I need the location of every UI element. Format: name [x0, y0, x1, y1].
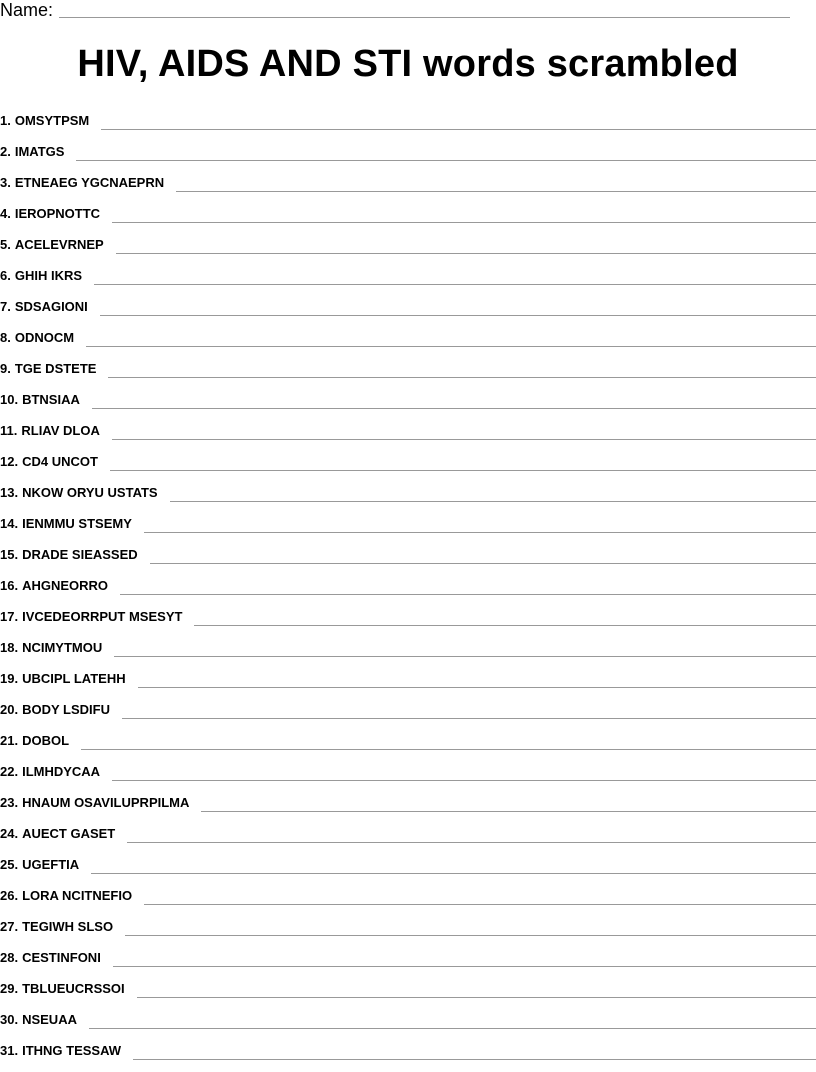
scrambled-word: UBCIPL LATEHH	[22, 671, 126, 686]
item-number: 22.	[0, 764, 19, 779]
answer-line[interactable]	[91, 873, 816, 874]
scrambled-word: NCIMYTMOU	[22, 640, 103, 655]
list-item	[0, 948, 816, 979]
scrambled-word: NKOW ORYU USTATS	[22, 485, 158, 500]
item-number: 29.	[0, 981, 19, 996]
item-number: 12.	[0, 454, 19, 469]
list-item	[0, 390, 816, 421]
scrambled-word: IMATGS	[14, 144, 65, 159]
item-number: 23.	[0, 795, 19, 810]
answer-line[interactable]	[94, 284, 816, 285]
scrambled-word: ETNEAEG YGCNAEPRN	[14, 175, 165, 190]
item-number: 18.	[0, 640, 19, 655]
item-number: 28.	[0, 950, 19, 965]
scrambled-word: RLIAV DLOA	[21, 423, 100, 438]
answer-line[interactable]	[110, 470, 816, 471]
answer-line[interactable]	[92, 408, 816, 409]
scrambled-word: BODY LSDIFU	[22, 702, 110, 717]
list-item	[0, 173, 816, 204]
list-item	[0, 514, 816, 545]
list-item	[0, 359, 816, 390]
list-item	[0, 421, 816, 452]
item-number: 1.	[0, 113, 11, 128]
item-number: 17.	[0, 609, 19, 624]
list-item	[0, 576, 816, 607]
list-item	[0, 886, 816, 917]
scrambled-word: ITHNG TESSAW	[22, 1043, 122, 1058]
scrambled-word: CESTINFONI	[22, 950, 101, 965]
item-number: 19.	[0, 671, 19, 686]
list-item	[0, 638, 816, 669]
list-item	[0, 793, 816, 824]
item-number: 7.	[0, 299, 11, 314]
list-item	[0, 204, 816, 235]
answer-line[interactable]	[100, 315, 816, 316]
answer-line[interactable]	[201, 811, 816, 812]
list-item	[0, 328, 816, 359]
scrambled-word: IVCEDEORRPUT MSESYT	[22, 609, 183, 624]
scrambled-word: OMSYTPSM	[14, 113, 90, 128]
scrambled-word: AHGNEORRO	[22, 578, 109, 593]
name-row	[0, 0, 790, 22]
list-item	[0, 669, 816, 700]
list-item	[0, 607, 816, 638]
item-number: 21.	[0, 733, 19, 748]
list-item	[0, 979, 816, 1010]
answer-line[interactable]	[114, 656, 816, 657]
item-number: 2.	[0, 144, 11, 159]
scrambled-word: IEROPNOTTC	[14, 206, 101, 221]
item-number: 11.	[0, 423, 18, 438]
answer-line[interactable]	[76, 160, 816, 161]
item-number: 24.	[0, 826, 19, 841]
scrambled-word: TEGIWH SLSO	[22, 919, 114, 934]
scrambled-word: DRADE SIEASSED	[22, 547, 138, 562]
scrambled-word: AUECT GASET	[22, 826, 116, 841]
scrambled-word: TGE DSTETE	[14, 361, 97, 376]
answer-line[interactable]	[81, 749, 816, 750]
answer-line[interactable]	[116, 253, 816, 254]
answer-line[interactable]	[89, 1028, 816, 1029]
answer-line[interactable]	[108, 377, 816, 378]
scrambled-word: HNAUM OSAVILUPRPILMA	[22, 795, 190, 810]
answer-line[interactable]	[125, 935, 816, 936]
item-number: 14.	[0, 516, 19, 531]
answer-line[interactable]	[101, 129, 816, 130]
scrambled-word: ACELEVRNEP	[14, 237, 104, 252]
answer-line[interactable]	[112, 222, 816, 223]
answer-line[interactable]	[150, 563, 816, 564]
scrambled-word: SDSAGIONI	[14, 299, 88, 314]
item-number: 16.	[0, 578, 19, 593]
scrambled-word: ILMHDYCAA	[22, 764, 101, 779]
item-number: 4.	[0, 206, 11, 221]
list-item	[0, 111, 816, 142]
item-number: 20.	[0, 702, 19, 717]
list-item	[0, 1010, 816, 1041]
item-number: 25.	[0, 857, 19, 872]
item-number: 31.	[0, 1043, 19, 1058]
list-item	[0, 545, 816, 576]
scrambled-word: BTNSIAA	[22, 392, 80, 407]
list-item	[0, 855, 816, 886]
list-item	[0, 917, 816, 948]
scrambled-word: DOBOL	[22, 733, 70, 748]
list-item	[0, 297, 816, 328]
item-number: 9.	[0, 361, 11, 376]
name-label: Name:	[0, 0, 54, 20]
answer-line[interactable]	[176, 191, 816, 192]
answer-line[interactable]	[137, 997, 816, 998]
answer-line[interactable]	[138, 687, 816, 688]
scrambled-word: ODNOCM	[14, 330, 75, 345]
scrambled-word: IENMMU STSEMY	[22, 516, 132, 531]
scrambled-word: TBLUEUCRSSOI	[22, 981, 125, 996]
answer-line[interactable]	[170, 501, 816, 502]
list-item	[0, 452, 816, 483]
answer-line[interactable]	[144, 532, 816, 533]
item-number: 15.	[0, 547, 19, 562]
scrambled-word: UGEFTIA	[22, 857, 80, 872]
item-number: 13.	[0, 485, 19, 500]
answer-line[interactable]	[144, 904, 816, 905]
list-item	[0, 1041, 816, 1072]
list-item	[0, 235, 816, 266]
item-number: 26.	[0, 888, 19, 903]
item-number: 8.	[0, 330, 11, 345]
answer-line[interactable]	[133, 1059, 816, 1060]
list-item	[0, 824, 816, 855]
list-item	[0, 731, 816, 762]
item-number: 10.	[0, 392, 19, 407]
answer-line[interactable]	[194, 625, 816, 626]
list-item	[0, 266, 816, 297]
page-title: HIV, AIDS AND STI words scrambled	[77, 43, 739, 85]
list-item	[0, 762, 816, 793]
scrambled-word: GHIH IKRS	[14, 268, 83, 283]
answer-line[interactable]	[113, 966, 816, 967]
scrambled-word: NSEUAA	[22, 1012, 77, 1027]
list-item	[0, 700, 816, 731]
answer-line[interactable]	[112, 780, 816, 781]
answer-line[interactable]	[127, 842, 816, 843]
item-number: 30.	[0, 1012, 19, 1027]
scrambled-word-list	[0, 111, 816, 1072]
list-item	[0, 142, 816, 173]
item-number: 27.	[0, 919, 19, 934]
answer-line[interactable]	[86, 346, 816, 347]
list-item	[0, 483, 816, 514]
answer-line[interactable]	[120, 594, 816, 595]
item-number: 6.	[0, 268, 11, 283]
name-input-line[interactable]	[59, 17, 790, 18]
scrambled-word: LORA NCITNEFIO	[22, 888, 133, 903]
item-number: 5.	[0, 237, 11, 252]
answer-line[interactable]	[112, 439, 816, 440]
answer-line[interactable]	[122, 718, 816, 719]
scrambled-word: CD4 UNCOT	[22, 454, 98, 469]
item-number: 3.	[0, 175, 11, 190]
